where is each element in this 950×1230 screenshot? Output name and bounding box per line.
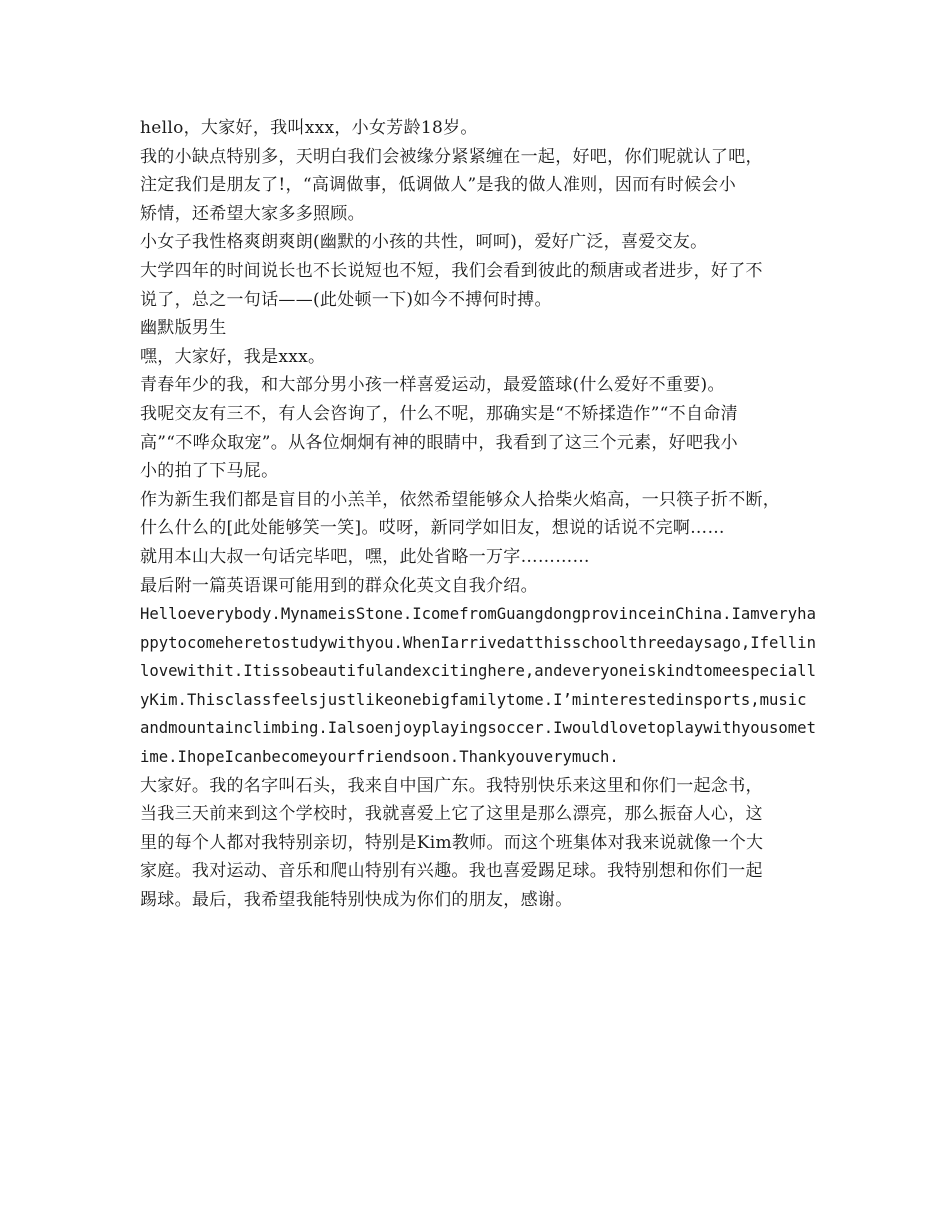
text-line: 最后附一篇英语课可能用到的群众化英文自我介绍。 (140, 575, 538, 596)
text-line: 踢球。最后，我希望我能特别快成为你们的朋友，感谢。 (140, 890, 573, 911)
text-line: 里的每个人都对我特别亲切，特别是Kim教师。而这个班集体对我来说就像一个大 (140, 832, 764, 853)
text-line: 作为新生我们都是盲目的小羔羊，依然希望能够众人拾柴火焰高，一只筷子折不断， (140, 489, 781, 510)
english-text-line: andmountainclimbing.Ialsoenjoyplayingsoccer.Iwouldlovetoplaywithyousomet (140, 719, 816, 738)
text-line: 矫情，还希望大家多多照顾。 (140, 203, 365, 224)
section-heading: 幽默版男生 (140, 318, 227, 339)
text-line: 注定我们是朋友了!，“高调做事，低调做人”是我的做人准则，因而有时候会小 (140, 175, 737, 196)
text-line: 什么什么的[此处能够笑一笑]。哎呀，新同学如旧友，想说的话说不完啊…… (140, 518, 725, 539)
english-text-line: ppytocomeheretostudywithyou.WhenIarrivedatthisschoolthreedaysago,Ifellin (140, 633, 816, 652)
text-line: 当我三天前来到这个学校时，我就喜爱上它了这里是那么漂亮，那么振奋人心，这 (140, 804, 763, 825)
text-line-greeting: hello，大家好，我叫xxx，小女芳龄18岁。 (140, 118, 478, 138)
text-line: 我的小缺点特别多，天明白我们会被缘分紧紧缠在一起，好吧，你们呢就认了吧， (140, 146, 763, 167)
text-line: 大学四年的时间说长也不长说短也不短，我们会看到彼此的颓唐或者进步，好了不 (140, 260, 763, 281)
english-text-line: ime.IhopeIcanbecomeyourfriendsoon.Thankyouverymuch. (140, 748, 619, 767)
english-text-line: yKim.Thisclassfeelsjustlikeonebigfamilytome.I’minterestedinsports,music (140, 690, 807, 709)
text-line: 就用本山大叔一句话完毕吧，嘿，此处省略一万字………… (140, 546, 590, 567)
text-line: 小女子我性格爽朗爽朗(幽默的小孩的共性，呵呵)，爱好广泛，喜爱交友。 (140, 232, 708, 253)
text-line: 青春年少的我，和大部分男小孩一样喜爱运动，最爱篮球(什么爱好不重要)。 (140, 375, 725, 396)
text-line: 说了，总之一句话——(此处顿一下)如今不搏何时搏。 (140, 289, 552, 310)
text-line: 高”“不哗众取宠”。从各位炯炯有神的眼睛中，我看到了这三个元素，好吧我小 (140, 432, 738, 453)
english-text-line: lovewithit.Itissobeautifulandexcitinghere,andeveryoneiskindtomeespeciall (140, 662, 816, 681)
document-page (140, 114, 820, 915)
text-line: 小的拍了下马屁。 (140, 461, 279, 482)
text-line: 嘿，大家好，我是xxx。 (140, 346, 326, 367)
english-text-line: Helloeverybody.MynameisStone.IcomefromGuangdongprovinceinChina.Iamveryha (140, 605, 816, 624)
text-line: 我呢交友有三不，有人会咨询了，什么不呢，那确实是“不矫揉造作”“不自命清 (140, 403, 738, 424)
text-line: 家庭。我对运动、音乐和爬山特别有兴趣。我也喜爱踢足球。我特别想和你们一起 (140, 861, 763, 882)
text-line: 大家好。我的名字叫石头，我来自中国广东。我特别快乐来这里和你们一起念书， (140, 775, 763, 796)
